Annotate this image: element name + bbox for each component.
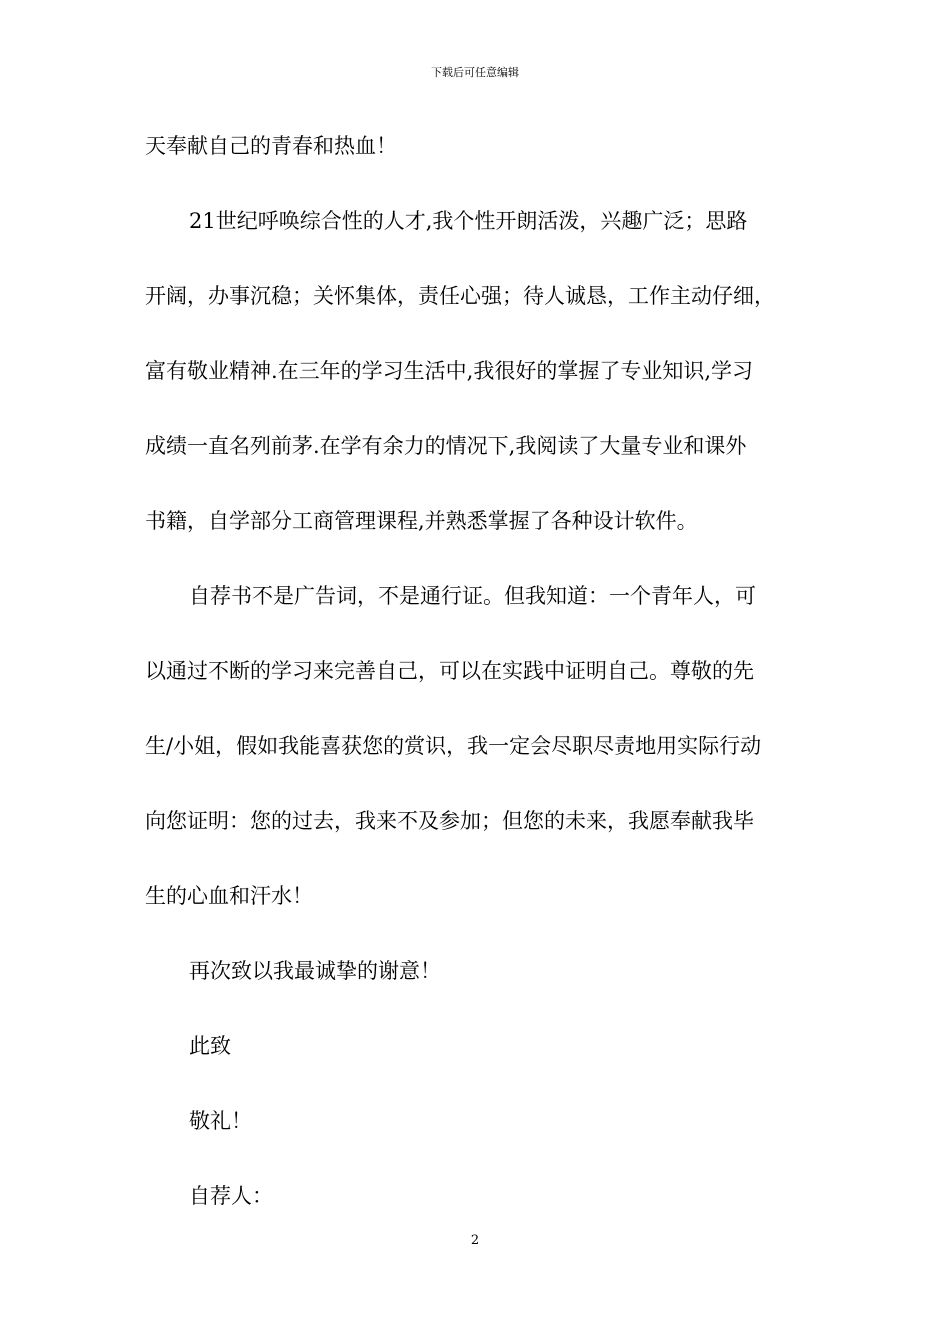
- paragraph-3: [145, 578, 825, 916]
- paragraph-line: 富有敬业精神.在三年的学习生活中,我很好的掌握了专业知识,学习: [145, 359, 754, 383]
- closing-thanks: [145, 953, 825, 991]
- paragraph-1: [145, 128, 825, 166]
- signature-label-text: 自荐人：: [189, 1184, 273, 1208]
- salutation-jingli-text: 敬礼！: [189, 1109, 252, 1133]
- paragraph-line: 天奉献自己的青春和热血！: [145, 134, 397, 158]
- paragraph-line: 以通过不断的学习来完善自己，可以在实践中证明自己。尊敬的先: [145, 659, 754, 683]
- paragraph-line: 自荐书不是广告词，不是通行证。但我知道：一个青年人，可: [189, 584, 756, 608]
- paragraph-line: 生的心血和汗水！: [145, 884, 313, 908]
- paragraph-line: 开阔，办事沉稳；关怀集体，责任心强；待人诚恳，工作主动仔细，: [145, 284, 775, 308]
- salutation-jingli: [145, 1103, 825, 1141]
- paragraph-line: 向您证明：您的过去，我来不及参加；但您的未来，我愿奉献我毕: [145, 809, 754, 833]
- paragraph-2: [145, 203, 825, 541]
- paragraph-line: 生/小姐，假如我能喜获您的赏识，我一定会尽职尽责地用实际行动: [145, 734, 762, 758]
- page-number: 2: [470, 1233, 480, 1248]
- page-header: 下载后可任意编辑: [431, 66, 519, 79]
- salutation-cizhi: [145, 1028, 825, 1066]
- paragraph-line: 成绩一直名列前茅.在学有余力的情况下,我阅读了大量专业和课外: [145, 434, 747, 458]
- salutation-cizhi-text: 此致: [189, 1034, 231, 1058]
- paragraph-line: 21世纪呼唤综合性的人才,我个性开朗活泼，兴趣广泛；思路: [189, 209, 748, 233]
- paragraph-line: 书籍，自学部分工商管理课程,并熟悉掌握了各种设计软件。: [145, 509, 698, 533]
- signature-label: [145, 1178, 825, 1216]
- closing-thanks-text: 再次致以我最诚挚的谢意！: [189, 959, 441, 983]
- document-body: [145, 128, 825, 1216]
